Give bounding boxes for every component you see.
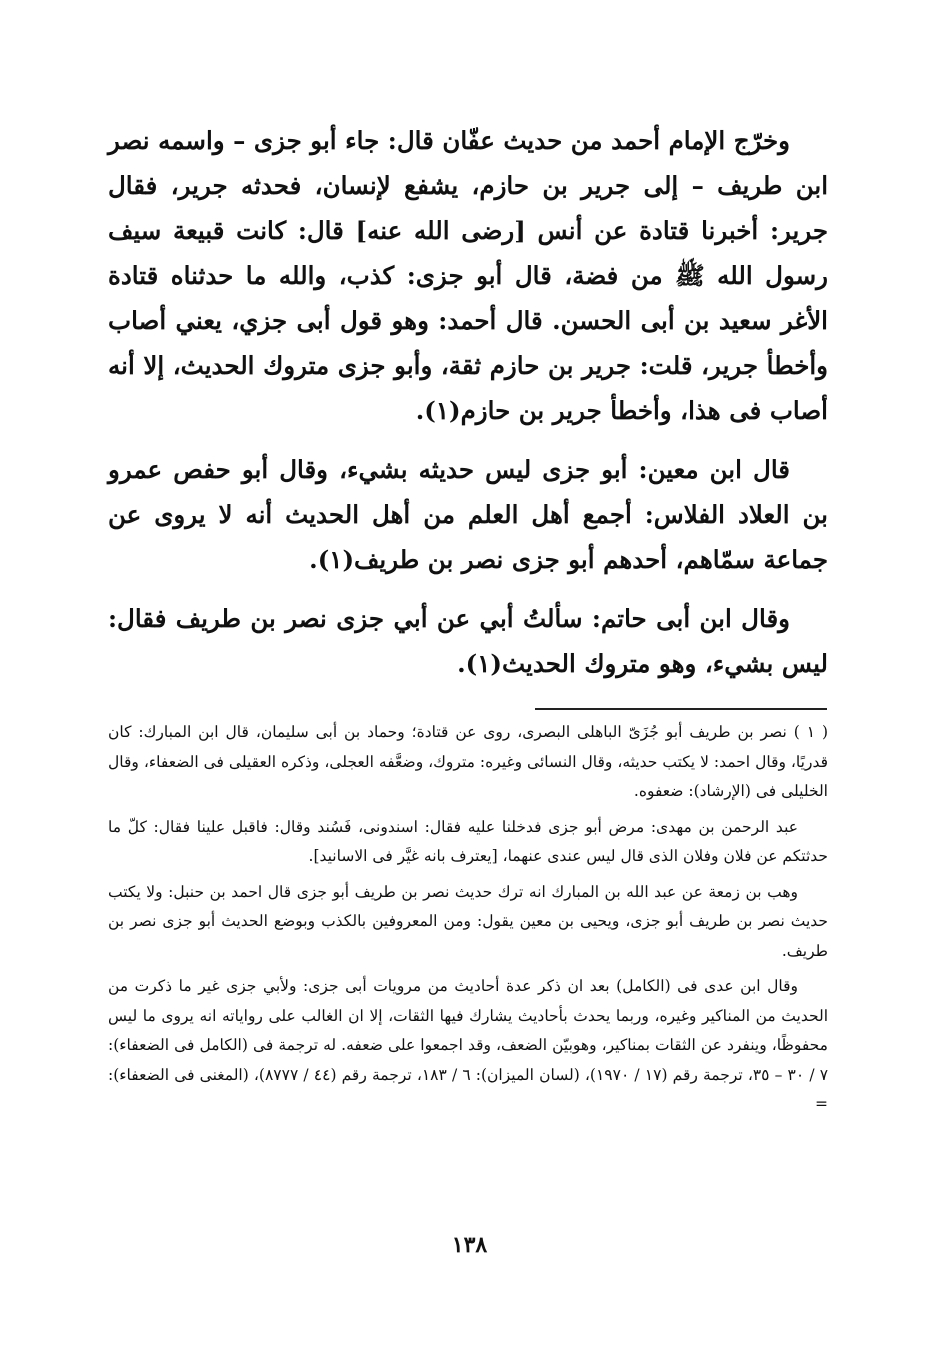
page-number: ١٣٨ bbox=[451, 1232, 488, 1258]
footnote-separator bbox=[535, 708, 827, 710]
footnotes bbox=[108, 718, 828, 1126]
footnote-paragraph: وهب بن زمعة عن عبد الله بن المبارك انه ترك حديث نصر بن طريف أبو جزى قال احمد بن حنبل: ولا يكتب حديث نصر بن طريف أبو جزى، ويحيى بن معين يقول: ومن المعروفين بالكذب وبوضع الحديث أبو جزى نصر بن طريف. bbox=[108, 882, 828, 960]
main-paragraph: قال ابن معين: أبو جزى ليس حديثه بشيء، وقال أبو حفص عمرو بن العلاد الفلاس: أجمع أهل العلم من أهل الحديث أنه لا يروى عن جماعة سمّاهم، أحدهم أبو جزى نصر بن طريف(١). bbox=[108, 455, 828, 574]
footnote-paragraph: وقال ابن عدى فى (الكامل) بعد ان ذكر عدة أحاديث من مرويات أبى جزى: ولأبي جزى غير ما ذكرت من الحديث من المناكير وغيره، وربما يحدث بأحاديث يشارك فيها الثقات، إلا ان الغالب على رواياته انه يروى ما ليس محفوظًا، وينفرد عن الثقات بمناكير، وهوبيّن الضعف، وقد اجمعوا على ضعفه. له ترجمة فى (الكامل فى الضعفاء): ٧ / ٣٠ – ٣٥، ترجمة رقم (١٧ / ١٩٧٠)، (لسان الميزان): ٦ / ١٨٣، ترجمة رقم (٤٤ / ٨٧٧٧)، (المغنى فى الضعفاء): = bbox=[108, 977, 829, 1113]
main-paragraph: وخرّج الإمام أحمد من حديث عفّان قال: جاء أبو جزى – واسمه نصر ابن طريف – إلى جرير بن حازم، يشفع لإنسان، فحدثه جرير، فقال جرير: أخبرنا قتادة عن أنس [رضى الله عنه] قال: كانت قبيعة سيف رسول الله ﷺ من فضة، قال أبو جزى: كذب، والله ما حدثناه قتادة الأغر سعيد بن أبى الحسن. قال أحمد: وهو قول أبى جزي، يعني أصاب وأخطأ جرير، قلت: جرير بن حازم ثقة، وأبو جزى متروك الحديث، إلا أنه أصاب فى هذا، وأخطأ جرير بن حازم(١). bbox=[108, 126, 828, 425]
main-text bbox=[108, 118, 828, 700]
main-paragraph: وقال ابن أبى حاتم: سألتُ أبي عن أبي جزى نصر بن طريف فقال: ليس بشيء، وهو متروك الحديث(١). bbox=[108, 604, 828, 678]
footnote-paragraph: عبد الرحمن بن مهدى: مرض أبو جزى فدخلنا عليه فقال: اسندونى، فَسُند وقال: فاقبل علينا فقال: كلّ ما حدثتكم عن فلان وفلان الذى قال ليس عندى عنهما، [يعترف بانه غيَّر فى الاسانيد]. bbox=[108, 817, 828, 865]
footnote-paragraph: ( ١ ) نصر بن طريف أبو جُزَىّ الباهلى البصرى، روى عن قتادة؛ وحماد بن أبى سليمان، قال ابن المبارك: كان قدريًا، وقال احمد: لا يكتب حديثه، وقال النسائى وغيره: متروك، وضعَّفه العجلى، وذكره العقيلى فى الضعفاء، وقال الخليلى فى (الإرشاد): ضعفوه. bbox=[108, 723, 828, 800]
